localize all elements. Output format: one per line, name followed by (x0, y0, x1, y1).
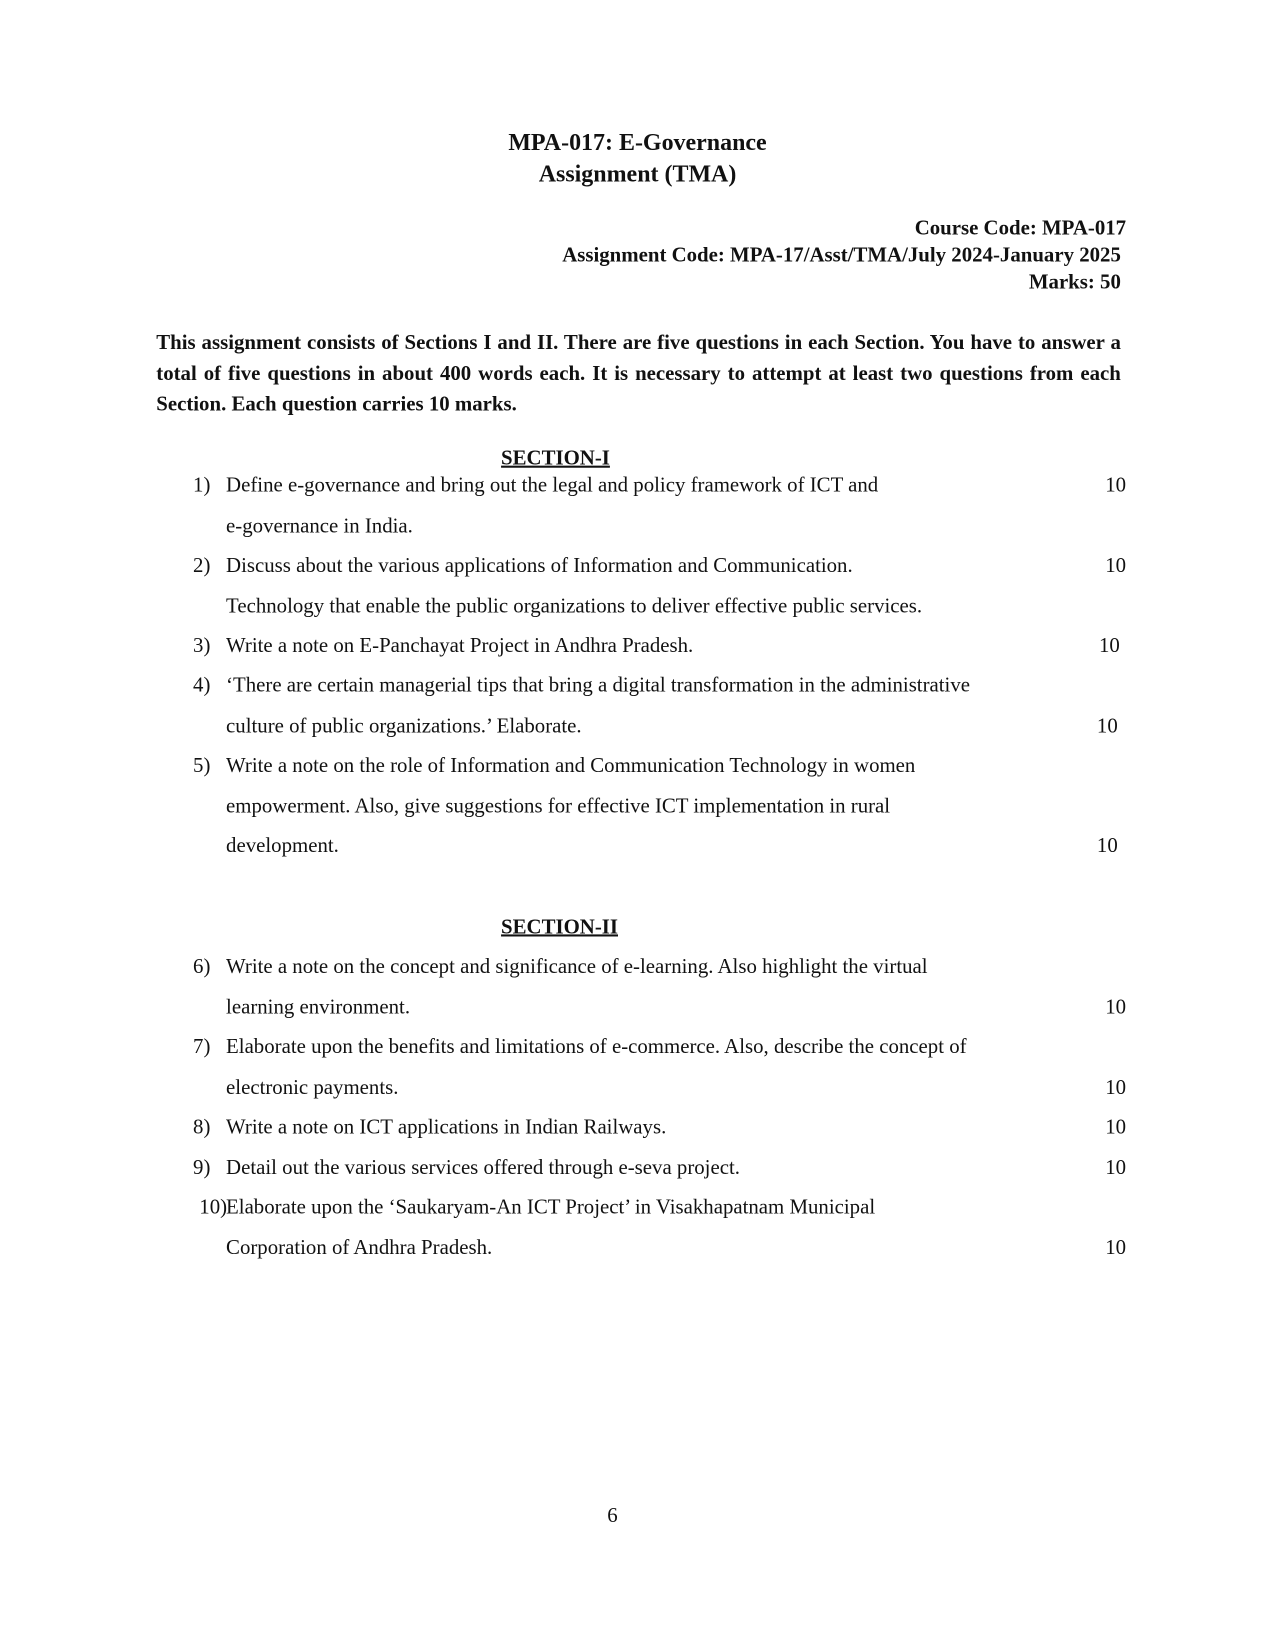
question-text-line: empowerment. Also, give suggestions for effective ICT implementation in rural (226, 794, 891, 818)
question-marks: 10 (1098, 634, 1120, 658)
question-text-line: Write a note on the concept and significance of e-learning. Also highlight the virtual (226, 955, 928, 979)
question-text-line: Elaborate upon the benefits and limitations of e-commerce. Also, describe the concept of (226, 1035, 967, 1059)
question-text-line: Write a note on the role of Information and Communication Technology in women (226, 754, 916, 778)
question-number: 10) (199, 1195, 228, 1219)
document-subtitle: Assignment (TMA) (538, 160, 737, 187)
question-number: 6) (193, 955, 211, 979)
question-text-line: ‘There are certain managerial tips that bring a digital transformation in the administrative (226, 673, 971, 697)
question-marks: 10 (1105, 473, 1127, 497)
question-number: 3) (193, 634, 211, 658)
question-text-line: e-governance in India. (226, 514, 413, 537)
question-number: 9) (193, 1156, 211, 1180)
question-marks: 10 (1105, 1115, 1127, 1139)
question-number: 7) (193, 1035, 211, 1059)
question-text-line: Detail out the various services offered through e-seva project. (226, 1156, 740, 1180)
question-text-line: Corporation of Andhra Pradesh. (226, 1235, 493, 1259)
question-marks: 10 (1105, 1235, 1127, 1259)
question-number: 1) (193, 473, 211, 497)
total-marks: Marks: 50 (1028, 270, 1121, 294)
question-marks: 10 (1096, 714, 1118, 738)
question-marks: 10 (1105, 995, 1127, 1019)
question-text-line: learning environment. (226, 995, 411, 1019)
instructions: This assignment consists of Sections I and II. There are five questions in each Section. You have to answer a total of five questions in about 400 words each. It is necessary to attempt at least two questions from each Section. Each question carries 10 marks. (156, 331, 1121, 416)
question-text-line: Write a note on ICT applications in Indian Railways. (226, 1115, 667, 1139)
course-code: Course Code: MPA-017 (914, 216, 1127, 240)
section-1-heading: SECTION-I (501, 446, 610, 470)
section-2-heading: SECTION-II (501, 915, 619, 939)
document-title: MPA-017: E-Governance (508, 129, 767, 156)
question-marks: 10 (1096, 834, 1118, 858)
question-text-line: Discuss about the various applications of Information and Communication. (226, 554, 853, 578)
question-number: 2) (193, 554, 211, 578)
question-number: 4) (193, 673, 211, 697)
assignment-code: Assignment Code: MPA-17/Asst/TMA/July 2024-January 2025 (562, 243, 1121, 267)
question-marks: 10 (1105, 554, 1127, 578)
question-marks: 10 (1105, 1075, 1127, 1099)
question-text-line: electronic payments. (226, 1075, 399, 1099)
question-marks: 10 (1105, 1156, 1127, 1180)
page-number: 6 (607, 1504, 618, 1528)
question-text-line: Define e-governance and bring out the legal and policy framework of ICT and (226, 473, 879, 497)
question-text-line: Technology that enable the public organizations to deliver effective public services. (226, 594, 923, 618)
question-number: 5) (193, 754, 211, 778)
question-text-line: culture of public organizations.’ Elaborate. (226, 714, 582, 738)
question-text-line: Elaborate upon the ‘Saukaryam-An ICT Project’ in Visakhapatnam Municipal (226, 1195, 876, 1219)
question-text-line: Write a note on E-Panchayat Project in Andhra Pradesh. (226, 634, 694, 658)
question-number: 8) (193, 1115, 211, 1139)
question-text-line: development. (226, 834, 339, 858)
